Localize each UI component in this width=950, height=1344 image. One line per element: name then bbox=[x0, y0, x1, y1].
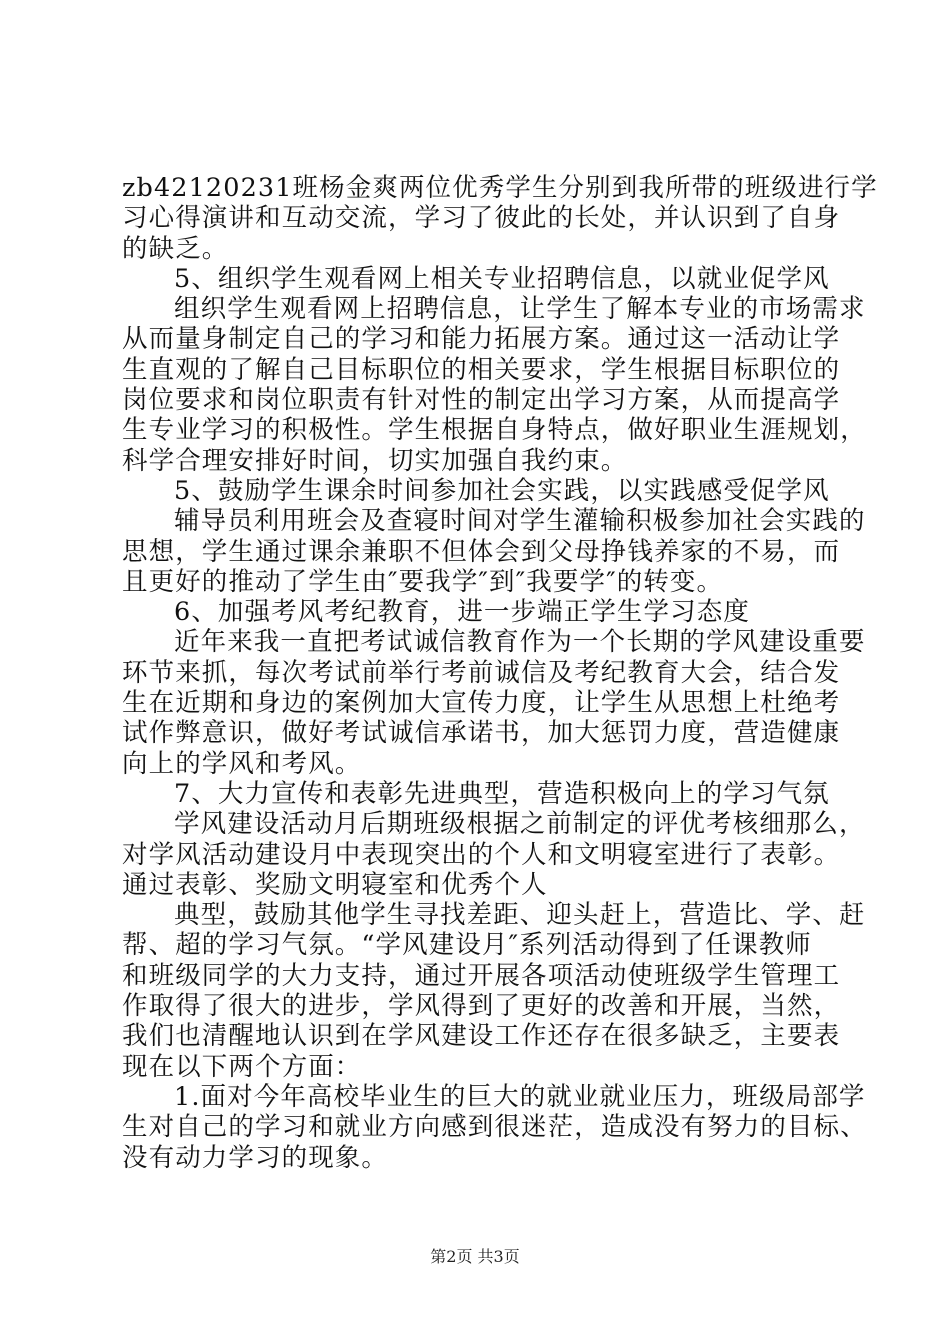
text-line: 1.面对今年高校毕业生的巨大的就业就业压力，班级局部学 bbox=[174, 1081, 866, 1112]
text-line: 帮、超的学习气氛。“学风建设月″系列活动得到了任课教师 bbox=[122, 930, 812, 961]
text-line: 学风建设活动月后期班级根据之前制定的评优考核细那么， bbox=[174, 809, 866, 840]
text-line: 6、加强考风考纪教育，进一步端正学生学习态度 bbox=[174, 597, 750, 628]
document-body bbox=[122, 173, 878, 1173]
text-line: 习心得演讲和互动交流，学习了彼此的长处，并认识到了自身 bbox=[122, 203, 841, 234]
text-line: 向上的学风和考风。 bbox=[122, 748, 362, 779]
text-line: 试作弊意识，做好考试诚信承诺书，加大惩罚力度，营造健康 bbox=[122, 718, 841, 749]
text-line: 组织学生观看网上招聘信息，让学生了解本专业的市场需求 bbox=[174, 294, 866, 325]
text-line: 从而量身制定自己的学习和能力拓展方案。通过这一活动让学 bbox=[122, 324, 841, 355]
text-line: 的缺乏。 bbox=[122, 233, 229, 264]
text-line: 生对自己的学习和就业方向感到很迷茫，造成没有努力的目标、 bbox=[122, 1112, 867, 1143]
text-line: 且更好的推动了学生由″要我学″到″我要学″的转变。 bbox=[122, 566, 724, 597]
text-line: 近年来我一直把考试诚信教育作为一个长期的学风建设重要 bbox=[174, 627, 866, 658]
text-line: 辅导员利用班会及查寝时间对学生灌输积极参加社会实践的 bbox=[174, 506, 866, 537]
text-line: 思想，学生通过课余兼职不但体会到父母挣钱养家的不易，而 bbox=[122, 536, 841, 567]
text-line: 科学合理安排好时间，切实加强自我约束。 bbox=[122, 445, 628, 476]
text-line: 作取得了很大的进步，学风得到了更好的改善和开展，当然， bbox=[122, 991, 841, 1022]
text-line: 对学风活动建设月中表现突出的个人和文明寝室进行了表彰。 bbox=[122, 839, 841, 870]
text-line: 通过表彰、奖励文明寝室和优秀个人 bbox=[122, 869, 548, 900]
text-line: 没有动力学习的现象。 bbox=[122, 1142, 389, 1173]
text-line: 岗位要求和岗位职责有针对性的制定出学习方案，从而提高学 bbox=[122, 385, 841, 416]
page-footer: 第2页 共3页 bbox=[430, 1247, 520, 1266]
text-line: 7、大力宣传和表彰先进典型，营造积极向上的学习气氛 bbox=[174, 778, 830, 809]
text-line: 环节来抓，每次考试前举行考前诚信及考纪教育大会，结合发 bbox=[122, 657, 841, 688]
text-line: 我们也清醒地认识到在学风建设工作还存在很多缺乏，主要表 bbox=[122, 1021, 841, 1052]
text-line: 典型，鼓励其他学生寻找差距、迎头赶上，营造比、学、赶 bbox=[174, 900, 866, 931]
text-line: 5、组织学生观看网上相关专业招聘信息，以就业促学风 bbox=[174, 263, 830, 294]
text-line: 生在近期和身边的案例加大宣传力度，让学生从思想上杜绝考 bbox=[122, 688, 841, 719]
text-line: 和班级同学的大力支持，通过开展各项活动使班级学生管理工 bbox=[122, 960, 841, 991]
text-line: 生专业学习的积极性。学生根据自身特点，做好职业生涯规划， bbox=[122, 415, 867, 446]
text-line: 5、鼓励学生课余时间参加社会实践，以实践感受促学风 bbox=[174, 475, 830, 506]
text-line: zb42120231班杨金爽两位优秀学生分别到我所带的班级进行学 bbox=[122, 173, 878, 203]
text-line: 现在以下两个方面： bbox=[122, 1051, 362, 1082]
text-line: 生直观的了解自己目标职位的相关要求，学生根据目标职位的 bbox=[122, 354, 841, 385]
